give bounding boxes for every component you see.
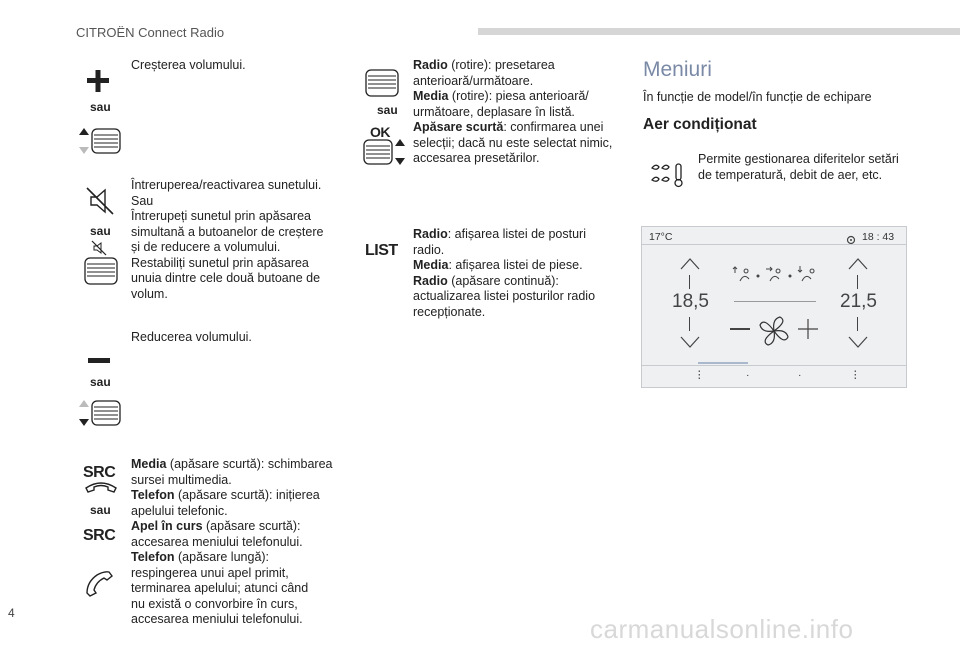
fan-icon [758, 315, 790, 347]
menu-dots[interactable]: ⋮ [694, 369, 705, 381]
header-bar [478, 28, 960, 35]
plus-icon [87, 70, 109, 92]
temp-left: 18,5 [672, 291, 709, 312]
mute-icon [85, 186, 115, 216]
sau-label: sau [90, 375, 111, 389]
gear-icon [846, 232, 856, 242]
vol-up-desc: Creșterea volumului. [131, 58, 246, 72]
list-desc: Radio: afișarea listei de posturi radio. Media: afișarea listei de piese. Radio (apăsare continuă): actualizarea listei posturilor radio recepționate. [413, 227, 596, 319]
fan-level-bar [734, 301, 816, 302]
menus-intro: În funcție de model/în funcție de echipare [643, 90, 872, 104]
air-distribution-buttons[interactable] [732, 263, 828, 285]
wheel-ok-icon [362, 137, 406, 167]
wheel-icon [364, 68, 400, 98]
header-title: CITROËN Connect Radio [76, 25, 225, 40]
fan-temperature-icon [648, 162, 686, 188]
ac-heading: Aer condiționat [643, 116, 757, 133]
temp-right-down-button[interactable] [848, 335, 868, 347]
menu-dots[interactable]: ⋮ [850, 369, 861, 381]
ac-desc: Permite gestionarea diferitelor setări de temperatură, debit de aer, etc. [698, 152, 899, 182]
list-label: LIST [365, 242, 398, 259]
mute-desc: Întreruperea/reactivarea sunetului. Sau Întrerupeți sunetul prin apăsarea simultană a butoanelor de creștere și de reducere a volumului. Restabiliți sunetul prin apăsarea unuia dintre cele două butoane de volum. [131, 178, 324, 301]
divider [642, 244, 906, 245]
temp-right: 21,5 [840, 291, 877, 312]
fan-decrease-button[interactable] [730, 328, 750, 330]
vol-down-desc: Reducerea volumului. [131, 330, 252, 344]
radio-desc: Radio (rotire): presetarea anterioară/următoare. Media (rotire): piesa anterioară/ următoare, deplasare în listă. Apăsare scurtă: confirmarea unei selecții; dacă nu este selectat nimic, accesarea presetărilor. [413, 58, 613, 165]
divider [642, 365, 906, 366]
sau-label: sau [90, 503, 111, 517]
menus-heading: Meniuri [643, 58, 712, 81]
watermark: carmanualsonline.info [590, 614, 854, 644]
ok-label: OK [370, 124, 390, 140]
outside-temp: 17°C [649, 231, 673, 243]
temp-left-down-button[interactable] [680, 335, 700, 347]
wheel-down-icon [78, 398, 122, 428]
tick [857, 317, 858, 331]
sau-label: sau [90, 224, 111, 238]
ac-screen [641, 226, 907, 388]
temp-right-up-button[interactable] [848, 257, 868, 269]
clock: 18 : 43 [862, 231, 895, 243]
dot: · [746, 369, 750, 381]
minus-icon [88, 351, 110, 357]
temp-left-up-button[interactable] [680, 257, 700, 269]
hang-up-icon [84, 570, 114, 600]
sau-label: sau [377, 103, 398, 117]
wheel-icon [80, 256, 120, 286]
src-label: SRC [83, 527, 116, 544]
tick [857, 275, 858, 289]
dot: · [798, 369, 802, 381]
page-number: 4 [8, 606, 15, 620]
active-tab-indicator [698, 362, 748, 364]
sau-label: sau [90, 100, 111, 114]
phone-icon [84, 480, 118, 494]
wheel-up-icon [78, 126, 122, 156]
mute-small-icon [91, 240, 107, 256]
tick [689, 317, 690, 331]
src-desc: Media (apăsare scurtă): schimbarea sursei multimedia. Telefon (apăsare scurtă): inițierea apelului telefonic. Apel în curs (apăsare scurtă): accesarea meniului telefonului. Telefon (apăsare lungă): respingerea unui apel primit, terminarea apelului; atunci când nu există o convorbire în curs, accesarea meniului telefonului. [131, 457, 333, 626]
fan-increase-button[interactable] [798, 319, 818, 339]
src-label: SRC [83, 464, 116, 481]
tick [689, 275, 690, 289]
